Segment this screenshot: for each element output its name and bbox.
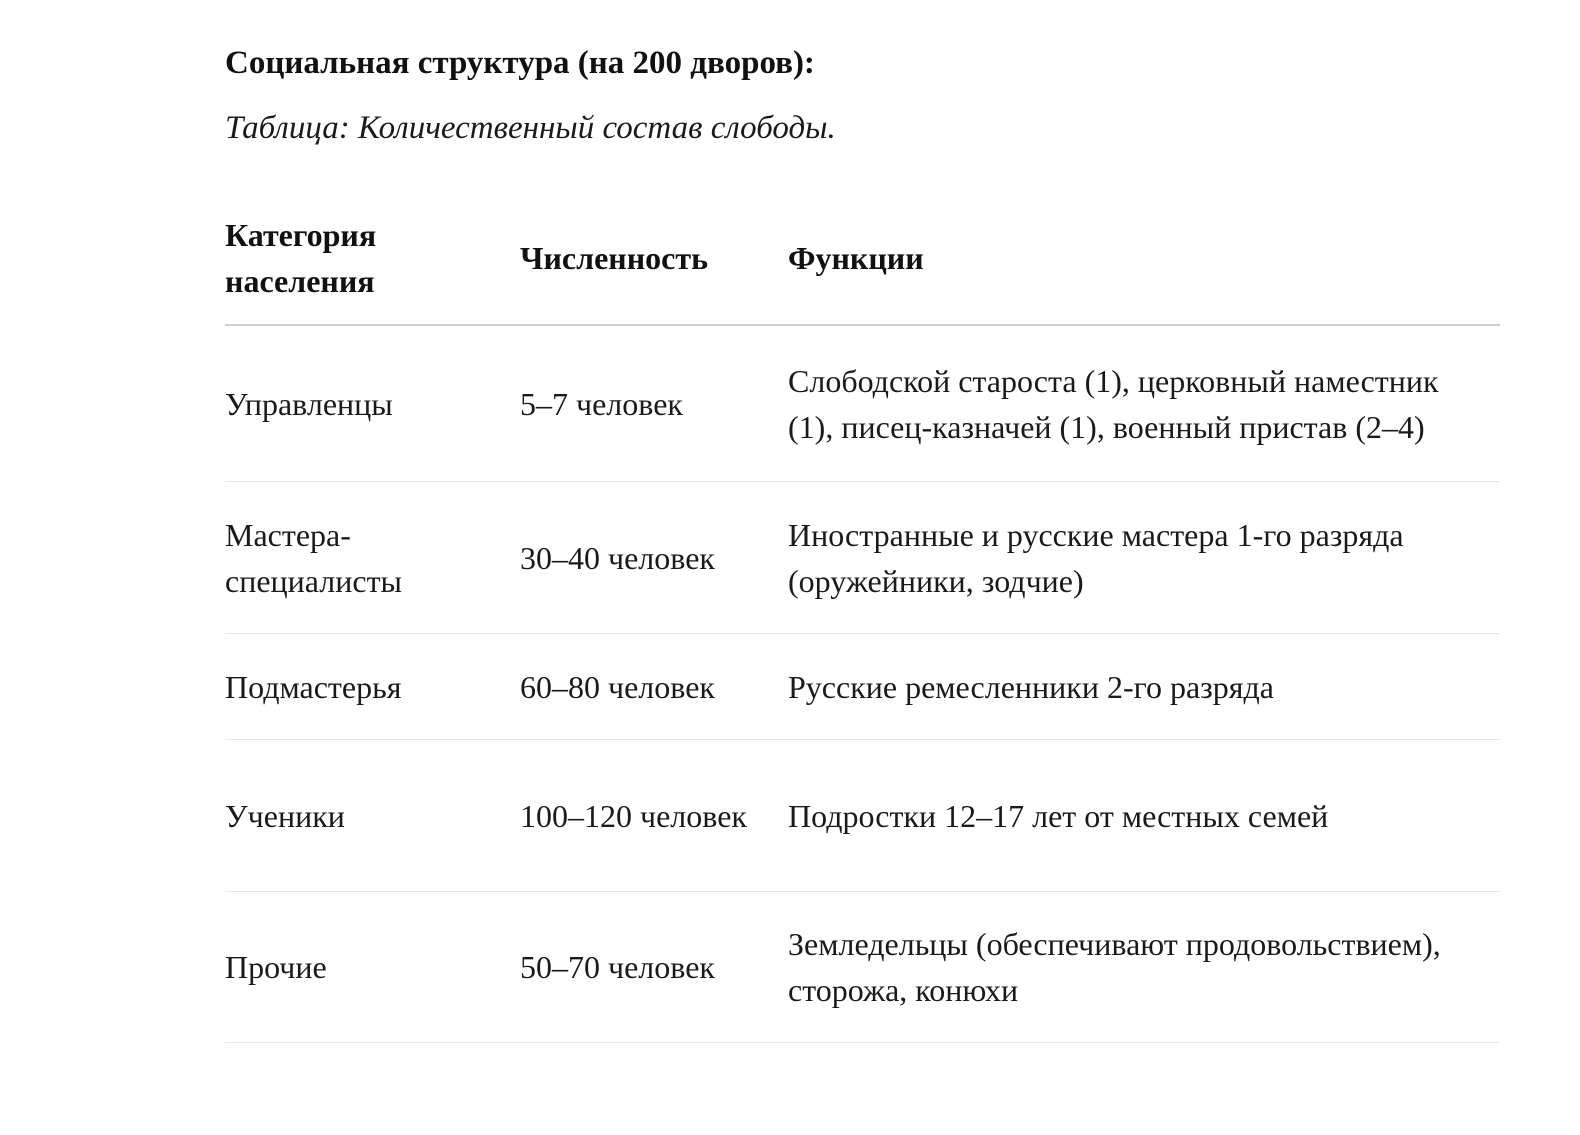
cell-count: 5–7 человек: [520, 385, 683, 422]
table-row: [225, 634, 1500, 740]
cell-count: 30–40 человек: [520, 539, 715, 576]
table-caption: Таблица: Количественный состав слободы.: [225, 110, 836, 146]
cell-category: Прочие: [225, 949, 327, 985]
table-row: [225, 325, 1500, 482]
table-row: [225, 892, 1500, 1043]
cell-functions: Подростки 12–17 лет от местных семей: [788, 797, 1329, 834]
cell-category: Ученики: [225, 797, 345, 834]
cell-count: 60–80 человек: [520, 668, 715, 705]
column-header-count: Численность: [520, 240, 708, 276]
cell-count: 100–120 человек: [520, 797, 747, 834]
population-table: [225, 192, 1500, 1043]
cell-functions: Русские ремесленники 2-го разряда: [788, 668, 1274, 705]
document-content: [225, 40, 1500, 1043]
column-header-category: Категория населения: [225, 217, 377, 299]
cell-category: Управленцы: [225, 385, 393, 422]
table-row: [225, 740, 1500, 892]
cell-count: 50–70 человек: [520, 949, 715, 985]
section-heading: Социальная структура (на 200 дворов):: [225, 45, 815, 81]
cell-functions: Иностранные и русские мастера 1-го разряда (оружейники, зодчие): [788, 516, 1404, 599]
cell-functions: Земледельцы (обеспечивают продовольствием), сторожа, конюхи: [788, 926, 1441, 1008]
column-header-functions: Функции: [788, 240, 924, 276]
table-header-row: [225, 192, 1500, 325]
cell-category: Мастера-специалисты: [225, 516, 403, 599]
cell-category: Подмастерья: [225, 668, 402, 705]
table-row: [225, 482, 1500, 634]
cell-functions: Слободской староста (1), церковный наместник (1), писец-казначей (1), военный пристав (2–4): [788, 362, 1439, 445]
